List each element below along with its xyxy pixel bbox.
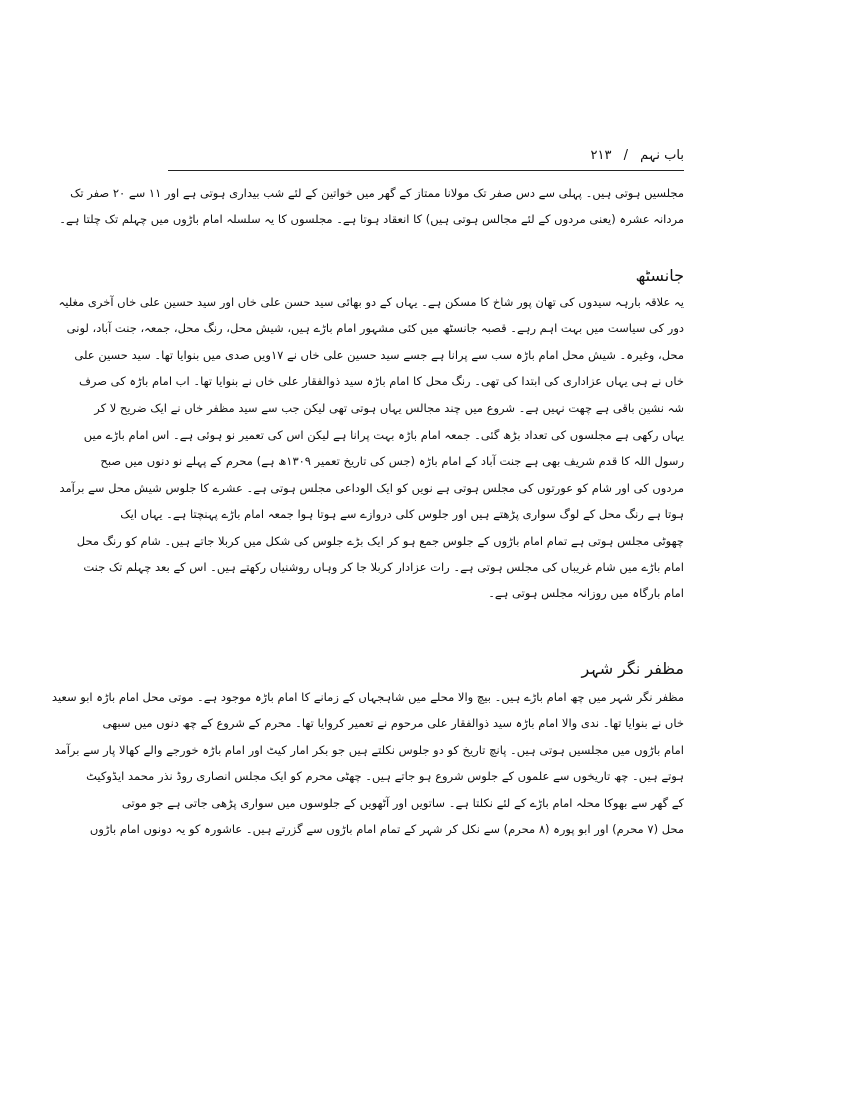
muzaffarnagar-paragraph <box>51 684 684 842</box>
text-line: امام بارگاہ میں روزانہ مجلس ہوتی ہے۔ <box>488 586 684 601</box>
text-line: محل (۷ محرم) اور ابو پورہ (۸ محرم) سے نکل کر شہر کے تمام امام باڑوں سے گزرتے ہیں۔ عاشورہ کو یہ دونوں امام باڑوں <box>89 821 684 836</box>
jansath-paragraph-1 <box>58 289 684 421</box>
text-line: ہوتا ہے رنگ محل کے لوگ سواری پڑھتے ہیں اور جلوس کلی دروازے سے ہوتا ہوا جمعہ امام باڑے پہنچتا ہے۔ یہاں ایک <box>120 507 684 522</box>
text-line: ہوتے ہیں۔ چھ تاریخوں سے علموں کے جلوس شروع ہو جاتے ہیں۔ چھٹی محرم کو ایک مجلس انصاری روڈ نذر محمد ایڈوکیٹ <box>86 769 684 784</box>
header-separator: / <box>623 148 629 163</box>
text-line: خاں نے ہی یہاں عزاداری کی ابتدا کی تھی۔ رنگ محل کا امام باڑہ سید ذوالفقار علی خاں نے بنوایا تھا۔ اب امام باڑہ کی صرف <box>78 374 684 389</box>
text-line: یہ علاقہ بارہہ سیدوں کی تھان پور شاخ کا مسکن ہے۔ یہاں کے دو بھائی سید حسن علی خاں اور سید حسین علی خاں آخری مغلیہ <box>58 295 684 309</box>
text-line: امام باڑوں میں مجلسیں ہوتی ہیں۔ پانچ تاریخ کو دو جلوس نکلتے ہیں جو بکر امار کیٹ اور امام باڑہ خورجے والے کھالا پار سے برآمد <box>54 742 684 757</box>
text-line: یہاں رکھی ہے مجلسوں کی تعداد بڑھ گئی۔ جمعہ امام باڑہ بہت پرانا ہے لیکن اس کی تعمیر نو ہوئی ہے۔ اس امام باڑے میں <box>83 428 684 442</box>
text-line: شہ نشین باقی ہے چھت نہیں ہے۔ شروع میں چند مجالس یہاں ہوتی تھی لیکن جب سے سید مظفر خاں نے ایک ضریح لا کر <box>94 400 684 415</box>
chapter-title: باب نہم <box>640 148 684 163</box>
text-line: مظفر نگر شہر میں چھ امام باڑے ہیں۔ بیچ والا محلے میں شاہجہاں کے زمانے کا امام باڑہ موجود ہے۔ موتی محل امام باڑہ ابو سعید <box>51 690 684 704</box>
paragraph <box>59 180 684 233</box>
text-line: کے گھر سے بھوکا محلہ امام باڑے کے لئے نکلتا ہے۔ ساتویں اور آٹھویں کے جلوسوں میں سواری پڑھی جاتی ہے جو موتی <box>121 795 684 810</box>
intro-paragraph <box>59 180 684 233</box>
section-heading-muzaffarnagar: مظفر نگر شہر <box>581 659 684 678</box>
header-rule <box>168 170 684 171</box>
text-line: دور کی سیاست میں بہت اہم رہے۔ قصبہ جانسٹھ میں کئی مشہور امام باڑے ہیں، شیش محل، رنگ محل، جمعہ، جنت آباد، لونی <box>66 321 684 336</box>
text-line: مجلسیں ہوتی ہیں۔ پہلی سے دس صفر تک مولانا ممتاز کے گھر میں خواتین کے لئے شب بیداری ہوتی ہے اور ۱۱ سے ۲۰ صفر تک <box>70 186 684 200</box>
text-line: چھوٹی مجلس ہوتی ہے تمام امام باڑوں کے جلوس جمع ہو کر ایک بڑے جلوس کی شکل میں کربلا جاتے ہیں۔ شام کو رنگ محل <box>76 533 684 548</box>
running-head <box>168 146 684 170</box>
text-line: مردانہ عشرہ (یعنی مردوں کے لئے مجالس ہوتی ہیں) کا انعقاد ہوتا ہے۔ مجلسوں کا یہ سلسلہ امام باڑوں میں چہلم تک چلتا ہے۔ <box>59 212 684 227</box>
paragraph <box>59 422 684 607</box>
section-heading-jansath: جانسٹھ <box>635 266 684 285</box>
jansath-paragraph-2 <box>59 422 684 607</box>
text-line: مردوں کی اور شام کو عورتوں کی مجلس ہوتی ہے نویں کو ایک الوداعی مجلس ہوتی ہے۔ عشرے کا جلوس شیش محل سے برآمد <box>59 480 684 495</box>
text-line: محل، وغیرہ۔ شیش محل امام باڑہ سب سے پرانا ہے جسے سید حسین علی خاں نے ۱۷ویں صدی میں بنوایا تھا۔ سید حسین علی <box>74 347 684 362</box>
text-line: خاں نے بنوایا تھا۔ ندی والا امام باڑہ سید ذوالفقار علی مرحوم نے تعمیر کروایا تھا۔ محرم کے شروع کے چھ دنوں میں سبھی <box>102 716 684 731</box>
paragraph <box>58 289 684 421</box>
paragraph <box>51 684 684 842</box>
text-line: رسول اللہ کا قدم شریف بھی ہے جنت آباد کے امام باڑہ (جس کی تاریخ تعمیر ۱۳۰۹ھ ہے) محرم کے پہلے نو دنوں میں صبح <box>100 454 684 469</box>
text-line: امام باڑے میں شام غریباں کی مجلس ہوتی ہے۔ رات عزادار کربلا جا کر وہاں روشنیاں رکھتے ہیں۔ اس کے بعد چہلم تک جنت <box>83 559 684 574</box>
page-number: ۲۱۳ <box>590 148 612 163</box>
